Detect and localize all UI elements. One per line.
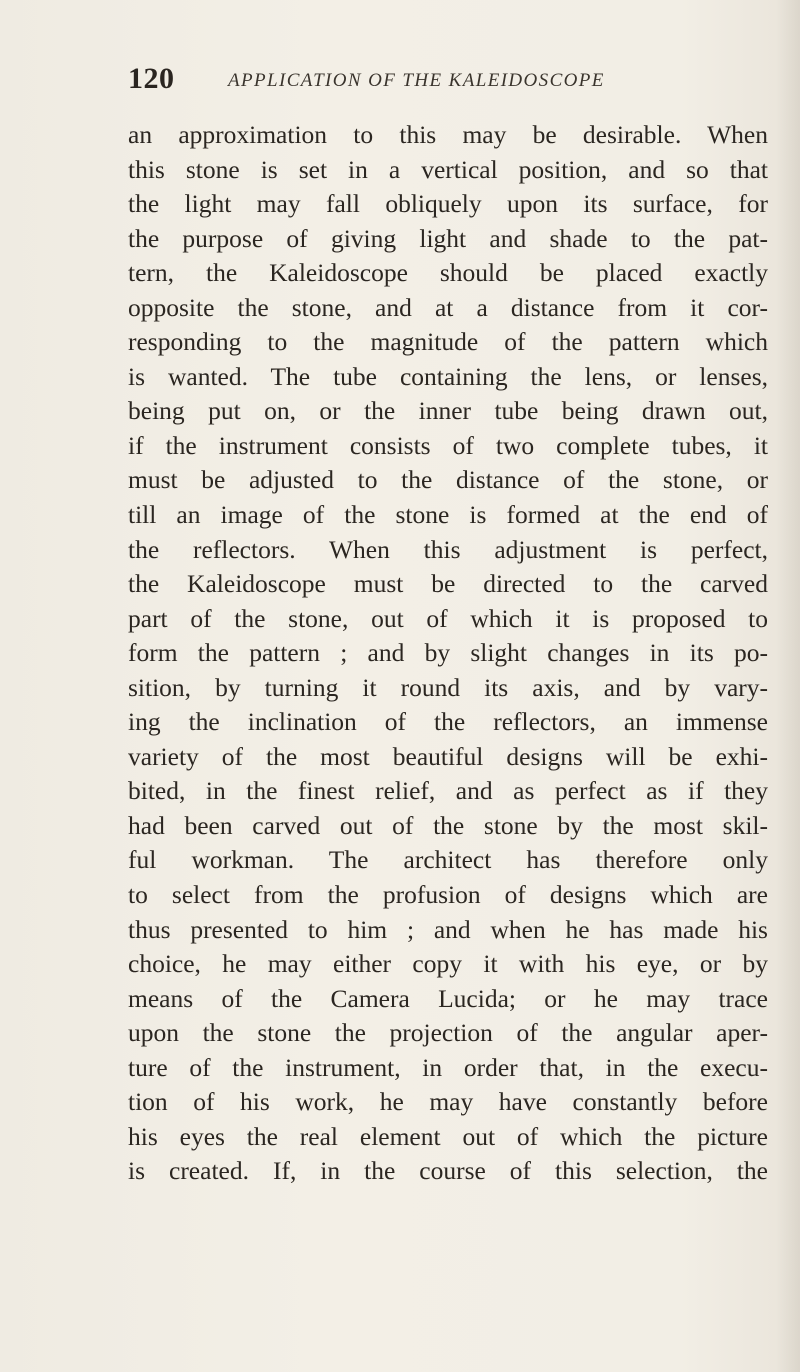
text-line: this stone is set in a vertical position, and so that bbox=[128, 154, 768, 184]
body-text bbox=[128, 118, 768, 1189]
text-line: the purpose of giving light and shade to the pat- bbox=[128, 223, 768, 253]
text-line: the light may fall obliquely upon its surface, for bbox=[128, 189, 768, 219]
text-line: ture of the instrument, in order that, in the execu- bbox=[128, 1052, 768, 1082]
text-line: ing the inclination of the reflectors, an immense bbox=[128, 707, 768, 737]
text-line: opposite the stone, and at a distance from it cor- bbox=[128, 292, 768, 322]
text-line: tion of his work, he may have constantly before bbox=[128, 1087, 768, 1117]
text-line: upon the stone the projection of the angular aper- bbox=[128, 1018, 768, 1048]
text-line: the Kaleidoscope must be directed to the carved bbox=[128, 569, 768, 599]
page-header bbox=[128, 62, 688, 102]
text-line: part of the stone, out of which it is proposed to bbox=[128, 603, 768, 633]
text-line: must be adjusted to the distance of the stone, or bbox=[128, 465, 768, 495]
text-line: ful workman. The architect has therefore only bbox=[128, 845, 768, 875]
text-line: an approximation to this may be desirable. When bbox=[128, 120, 768, 149]
text-line: being put on, or the inner tube being drawn out, bbox=[128, 396, 768, 426]
text-line: the reflectors. When this adjustment is perfect, bbox=[128, 534, 768, 564]
text-line: thus presented to him ; and when he has made his bbox=[128, 914, 768, 944]
text-line: his eyes the real element out of which the picture bbox=[128, 1121, 768, 1151]
text-line: choice, he may either copy it with his eye, or by bbox=[128, 949, 768, 979]
text-line: means of the Camera Lucida; or he may trace bbox=[128, 983, 768, 1013]
text-line: is created. If, in the course of this selection, the bbox=[128, 1156, 768, 1186]
text-line: form the pattern ; and by slight changes in its po- bbox=[128, 638, 768, 668]
text-line: if the instrument consists of two complete tubes, it bbox=[128, 430, 768, 460]
text-line: till an image of the stone is formed at the end of bbox=[128, 500, 768, 530]
text-line: had been carved out of the stone by the most skil- bbox=[128, 810, 768, 840]
text-line: bited, in the finest relief, and as perfect as if they bbox=[128, 776, 768, 806]
text-line: is wanted. The tube containing the lens, or lenses, bbox=[128, 361, 768, 391]
text-line: tern, the Kaleidoscope should be placed exactly bbox=[128, 258, 768, 288]
page-number: 120 bbox=[128, 62, 175, 95]
page-edge-shadow bbox=[776, 0, 800, 1372]
text-line: to select from the profusion of designs which are bbox=[128, 880, 768, 910]
running-head: APPLICATION OF THE KALEIDOSCOPE bbox=[228, 70, 605, 91]
text-line: responding to the magnitude of the pattern which bbox=[128, 327, 768, 357]
text-line: variety of the most beautiful designs will be exhi- bbox=[128, 741, 768, 771]
text-line: sition, by turning it round its axis, and by vary- bbox=[128, 672, 768, 702]
